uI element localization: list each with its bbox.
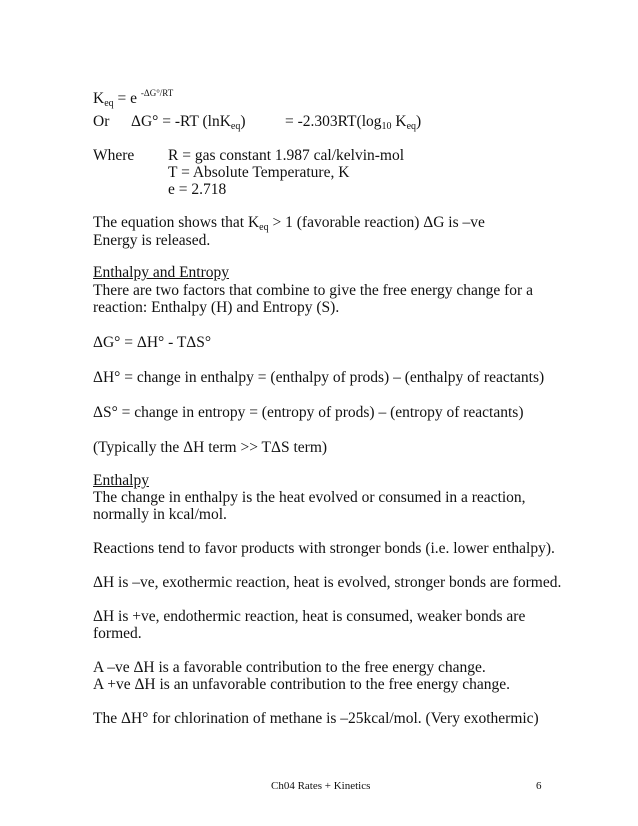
dh-negative-text: ΔH is –ve, exothermic reaction, heat is evolved, stronger bonds are formed. bbox=[93, 574, 562, 591]
entropy-change-equation: ΔS° = change in entropy = (entropy of prods) – (entropy of reactants) bbox=[93, 404, 524, 421]
log10-subscript: 10 bbox=[381, 121, 392, 132]
equation-shows-subscript: eq bbox=[259, 222, 269, 233]
keq-equals-e: = e bbox=[113, 90, 141, 107]
where-label: Where bbox=[93, 147, 135, 164]
enthalpy-line2: normally in kcal/mol. bbox=[93, 506, 227, 523]
log10-k: K bbox=[391, 113, 407, 130]
typically-note: (Typically the ΔH term >> TΔS term) bbox=[93, 439, 328, 456]
log10-text: = -2.303RT(log bbox=[285, 113, 382, 130]
enthalpy-change-equation: ΔH° = change in enthalpy = (enthalpy of prods) – (enthalpy of reactants) bbox=[93, 369, 545, 386]
temperature-text: T = Absolute Temperature, K bbox=[168, 164, 350, 181]
enthalpy-entropy-line2: reaction: Enthalpy (H) and Entropy (S). bbox=[93, 299, 340, 316]
enthalpy-line1: The change in enthalpy is the heat evolved or consumed in a reaction, bbox=[93, 489, 526, 506]
dg-lnk-close: ) bbox=[240, 113, 246, 130]
unfavorable-contribution-text: A +ve ΔH is an unfavorable contribution to the free energy change. bbox=[93, 676, 510, 693]
energy-released-text: Energy is released. bbox=[93, 232, 211, 249]
dh-positive-line1: ΔH is +ve, endothermic reaction, heat is consumed, weaker bonds are bbox=[93, 608, 526, 625]
enthalpy-entropy-heading: Enthalpy and Entropy bbox=[93, 264, 230, 281]
dg-lnk-text: ΔG° = -RT (lnK bbox=[131, 113, 231, 130]
log10-close: ) bbox=[416, 113, 422, 130]
favorable-contribution-text: A –ve ΔH is a favorable contribution to the free energy change. bbox=[93, 659, 486, 676]
chlorination-text: The ΔH° for chlorination of methane is –25kcal/mol. (Very exothermic) bbox=[93, 710, 539, 727]
gibbs-equation: ΔG° = ΔH° - TΔS° bbox=[93, 334, 212, 351]
gas-constant-text: R = gas constant 1.987 cal/kelvin-mol bbox=[168, 147, 405, 164]
equation-shows-line1 bbox=[93, 214, 485, 232]
enthalpy-entropy-line1: There are two factors that combine to give the free energy change for a bbox=[93, 282, 533, 299]
log10-equation bbox=[285, 113, 421, 131]
reactions-favor-text: Reactions tend to favor products with stronger bonds (i.e. lower enthalpy). bbox=[93, 540, 555, 557]
or-label: Or bbox=[93, 113, 110, 130]
equation-shows-pre: The equation shows that K bbox=[93, 214, 260, 231]
equation-shows-post: > 1 (favorable reaction) ΔG is –ve bbox=[268, 214, 485, 231]
enthalpy-heading: Enthalpy bbox=[93, 472, 149, 489]
where-block-row1 bbox=[93, 147, 553, 165]
footer-title: Ch04 Rates + Kinetics bbox=[271, 780, 371, 792]
e-value-text: e = 2.718 bbox=[168, 181, 227, 198]
keq-subscript: eq bbox=[104, 98, 114, 109]
dh-positive-line2: formed. bbox=[93, 625, 142, 642]
dg-lnk-equation bbox=[131, 113, 246, 131]
page-number: 6 bbox=[536, 780, 542, 792]
or-equation-line bbox=[93, 113, 553, 131]
keq-definition bbox=[93, 90, 173, 108]
keq-exponent: -ΔG°/RT bbox=[140, 88, 174, 98]
dg-lnk-subscript: eq bbox=[230, 121, 241, 132]
log10-k-subscript: eq bbox=[406, 121, 417, 132]
keq-symbol: K bbox=[93, 90, 105, 107]
